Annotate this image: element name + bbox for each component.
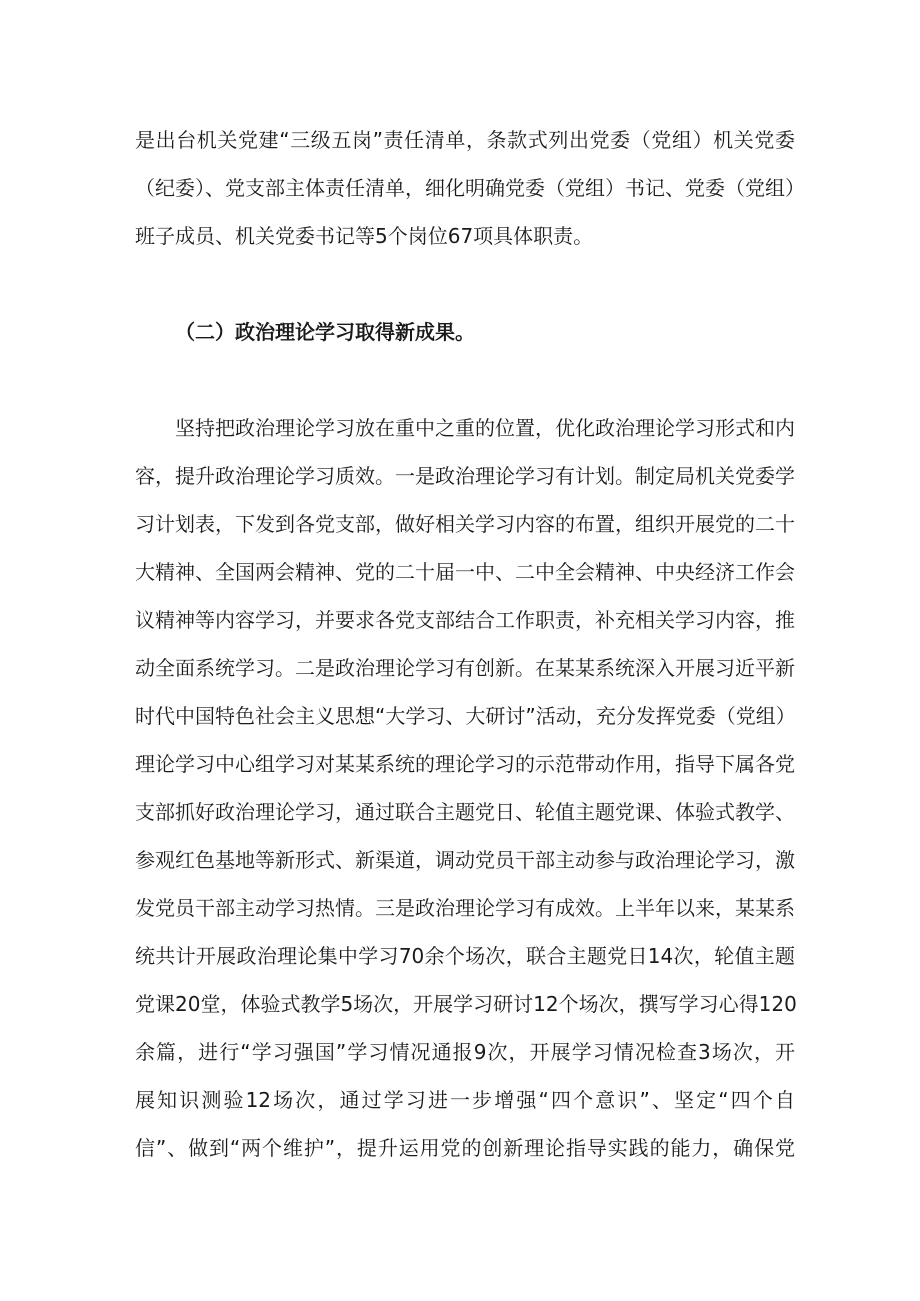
paragraph-2-line-1: 坚持把政治理论学习放在重中之重的位置，优化政治理论学习形式和内 (175, 416, 795, 440)
paragraph-2-line-9: 支部抓好政治理论学习，通过联合主题党日、轮值主题党课、体验式教学、 (135, 800, 795, 824)
paragraph-2-line-15: 展知识测验12场次，通过学习进一步增强“四个意识”、坚定“四个自 (135, 1088, 795, 1112)
paragraph-2-line-3: 习计划表，下发到各党支部，做好相关学习内容的布置，组织开展党的二十 (135, 512, 795, 536)
paragraph-2-line-10: 参观红色基地等新形式、新渠道，调动党员干部主动参与政治理论学习，激 (135, 848, 795, 872)
paragraph-2-line-13: 党课20堂，体验式教学5场次，开展学习研讨12个场次，撰写学习心得120 (135, 992, 797, 1016)
paragraph-2-line-7: 时代中国特色社会主义思想“大学习、大研讨”活动，充分发挥党委（党组） (135, 704, 796, 728)
paragraph-2-line-4: 大精神、全国两会精神、党的二十届一中、二中全会精神、中央经济工作会 (135, 560, 795, 584)
paragraph-2-line-14: 余篇，进行“学习强国”学习情况通报9次，开展学习情况检查3场次，开 (135, 1040, 795, 1064)
section-heading: （二）政治理论学习取得新成果。 (175, 320, 475, 344)
paragraph-2-line-6: 动全面系统学习。二是政治理论学习有创新。在某某系统深入开展习近平新 (135, 656, 795, 680)
paragraph-2-line-12: 统共计开展政治理论集中学习70余个场次，联合主题党日14次，轮值主题 (135, 944, 795, 968)
paragraph-2-line-8: 理论学习中心组学习对某某系统的理论学习的示范带动作用，指导下属各党 (135, 752, 795, 776)
paragraph-2-line-11: 发党员干部主动学习热情。三是政治理论学习有成效。上半年以来，某某系 (135, 896, 795, 920)
paragraph-1-line-1: 是出台机关党建“三级五岗”责任清单，条款式列出党委（党组）机关党委 (135, 128, 795, 152)
paragraph-1-line-3: 班子成员、机关党委书记等5个岗位67项具体职责。 (135, 224, 594, 248)
paragraph-1-line-2: （纪委）、党支部主体责任清单，细化明确党委（党组）书记、党委（党组） (135, 176, 805, 200)
paragraph-2-line-16: 信”、做到“两个维护”，提升运用党的创新理论指导实践的能力，确保党 (135, 1136, 795, 1160)
paragraph-2-line-2: 容，提升政治理论学习质效。一是政治理论学习有计划。制定局机关党委学 (135, 464, 795, 488)
paragraph-2-line-5: 议精神等内容学习，并要求各党支部结合工作职责，补充相关学习内容，推 (135, 608, 795, 632)
